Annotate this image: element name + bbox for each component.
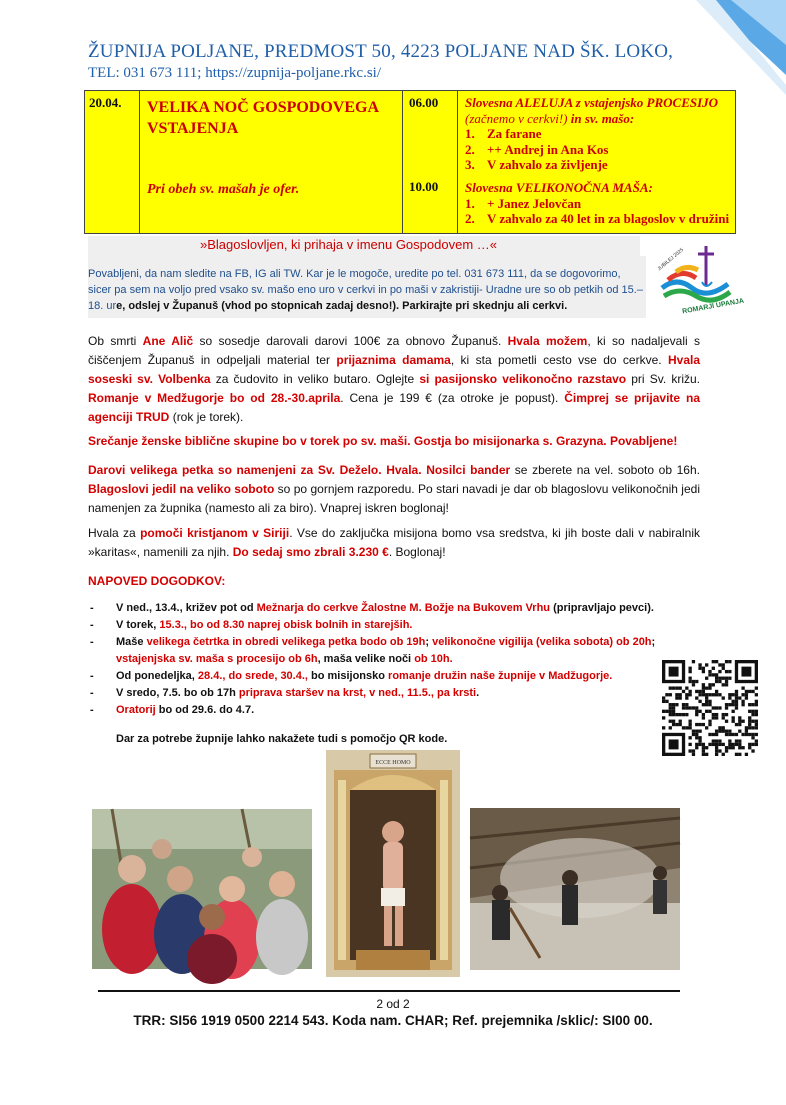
qr-code[interactable] [662,660,758,756]
events-heading: NAPOVED DOGODKOV: [88,574,226,588]
mass-time-1: 06.00 [409,95,439,110]
invitation-box [88,256,646,318]
mass-intention-item: 1. + Janez Jelovčan [465,195,582,211]
mass-intention-item: 1. Za farane [465,126,542,141]
ecce-homo-statue-photo [326,750,460,977]
announcements-paragraph-4: Hvala za pomoči kristjanom v Siriji. Vse do zaključka misijona bomo vsa sredstva, ki jih boste dali v nabiralnik »karitas«, namenili za njih. Do sedaj smo zbrali 3.230 €. Boglonaj! [88,526,700,559]
pilgrims-photo [92,809,312,969]
header-address: ŽUPNIJA POLJANE, PREDMOST 50, 4223 POLJANE NAD ŠK. LOKO, [88,41,674,62]
mass-intention-item: 3. V zahvalo za življenje [465,157,608,172]
mass-1-intentions [465,126,735,173]
event-item: - Od ponedeljka, 28.4., do srede, 30.4., bo misijonsko romanje družin naše župnije v Madžugorje. [88,668,706,685]
event-item: - V sredo, 7.5. bo ob 17h priprava staršev na krst, v ned., 11.5., pa krsti. [88,685,706,702]
parish-header [88,40,688,83]
invitation-bold: e, odslej v Županuš (vhod po stopnicah zadaj desno!). Parkirajte pri skednju ali cerkvi. [116,300,568,312]
header-contact[interactable]: TEL: 031 673 111; https://zupnija-poljane.rkc.si/ [88,65,382,81]
events-list [88,600,706,719]
svg-text:ROMARJI UPANJA: ROMARJI UPANJA [681,297,745,316]
event-item: - Maše velikega četrtka in obredi velikega petka bodo ob 19h; velikonočne vigilija (velika sobota) ob 20h; vstajenjska sv. maša s procesijo ob 6h, maša velike noči ob 10h. [88,634,706,668]
page-number: 2 od 2 [376,997,410,1011]
svg-text:JUBILEJ 2025: JUBILEJ 2025 [656,247,685,273]
announcements-paragraph-2: Srečanje ženske biblične skupine bo v torek po sv. maši. Gostja bo misijonarka s. Grazyna. Povabljene! [88,434,678,448]
event-item: - V ned., 13.4., križev pot od Mežnarja do cerkve Žalostne M. Božje na Bukovem Vrhu (pripravljajo pevci). [88,600,706,617]
announcements-paragraph-3: Darovi velikega petka so namenjeni za Sv. Deželo. Hvala. Nosilci bander se zberete na vel. soboto ob 16h. Blagoslovi jedil na veliko soboto so po gornjem razporedu. Po stari navadi je dar ob blagoslovu velikonočnih jedi namenjen za župnika (namesto ali za biro). Vnaprej iskren boglonaj! [88,463,700,515]
mass-intention-item: 2. V zahvalo za 40 let in za blagoslov v družini [465,211,730,226]
mass-time-2: 10.00 [409,179,439,194]
cleaning-attic-photo [470,808,680,970]
quote-banner [88,236,640,256]
offering-note: Pri obeh sv. mašah je ofer. [147,182,300,197]
jubilee-logo [652,238,745,318]
qr-note: Dar za potrebe župnije lahko nakažete tudi s pomočjo QR kode. [116,733,448,745]
svg-text:ECCE HOMO: ECCE HOMO [375,760,411,766]
bank-account-line: TRR: SI56 1919 0500 2214 543. Koda nam. CHAR; Ref. prejemnika /sklic/: SI00 00. [133,1013,653,1028]
mass-2-details: Slovesna VELIKONOČNA MAŠA: 1. + Janez Jelovčan 2. V zahvalo za 40 let in za blagoslov v družini [465,180,735,227]
footer-rule [98,990,680,992]
mass-1-details: Slovesna ALELUJA z vstajenjsko PROCESIJO (začnemo v cerkvi!) in sv. mašo: 1. Za farane 2. ++ Andrej in Ana Kos 3. V zahvalo za življenje [465,95,735,173]
feast-title: VELIKA NOČ GOSPODOVEGA VSTAJENJA [147,99,379,137]
mass-2-intentions [465,196,735,227]
announcements-paragraph-1: Ob smrti Ane Alič so sosedje darovali darovi 100€ za obnovo Županuš. Hvala možem, ki so nadaljevali s čiščenjem Županuš in odpeljali material ter prijaznima damama, ki sta pometli cesto vse do cerkve. Hvala soseski sv. Volbenka za čudovito in veliko butaro. Oglejte si pasijonsko velikonočno razstavo pri Sv. križu. Romanje v Medžugorje bo od 28.-30.aprila. Cena je 199 € (za otroke je popust). Čimprej se prijavite na agenciji TRUD (rok je torek). [88,334,701,424]
event-item: - Oratorij bo od 29.6. do 4.7. [88,702,706,719]
invitation-text: Povabljeni, da nam sledite na FB, IG ali TW. Kar je le mogoče, uredite po tel. 031 673 111, da se dogovorimo, sicer pa sem na voljo pred vsako sv. mašo eno uro v cerkvi in po maši v zakristiji- Uradne ure so ob petkih od 15.–18. ur [88,268,643,312]
easter-schedule-table [84,90,736,234]
corner-decoration [676,0,786,95]
event-item: - V torek, 15.3., bo od 8.30 naprej obisk bolnih in starejših. [88,617,706,634]
quote-text: »Blagoslovljen, ki prihaja v imenu Gospodovem …« [200,237,497,252]
schedule-date: 20.04. [89,95,122,110]
mass-intention-item: 2. ++ Andrej in Ana Kos [465,141,609,157]
